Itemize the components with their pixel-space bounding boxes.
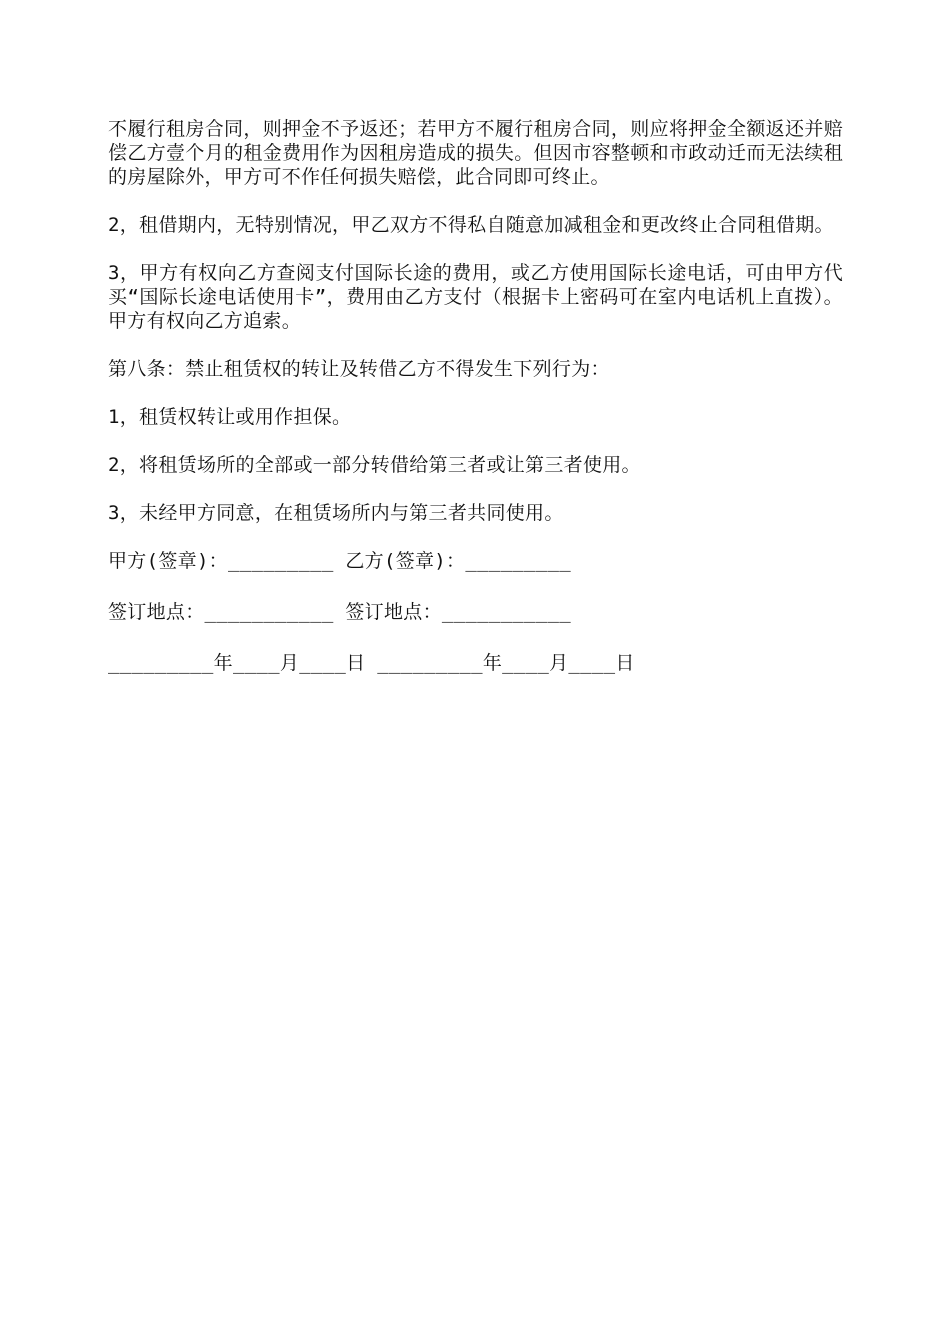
paragraph-deposit-terms: 不履行租房合同，则押金不予返还；若甲方不履行租房合同，则应将押金全额返还并赔偿乙方壹个月的租金费用作为因租房造成的损失。但因市容整顿和市政动迁而无法续租的房屋除外，甲方可不作任何损失赔偿，此合同即可终止。 [108, 118, 843, 188]
signature-date-line: _________年____月____日 _________年____月____日 [108, 652, 635, 674]
article-8-heading: 第八条：禁止租赁权的转让及转借乙方不得发生下列行为： [108, 358, 610, 380]
document-page [108, 117, 843, 702]
article-8-item-3: 3，未经甲方同意，在租赁场所内与第三者共同使用。 [108, 502, 564, 524]
article-8-item-1: 1，租赁权转让或用作担保。 [108, 406, 352, 428]
paragraph-clause-3: 3，甲方有权向乙方查阅支付国际长途的费用，或乙方使用国际长途电话，可由甲方代买“国际长途电话使用卡”，费用由乙方支付（根据卡上密码可在室内电话机上直拨）。甲方有权向乙方追索。 [108, 262, 843, 332]
signature-party-line: 甲方(签章)：_________ 乙方(签章)：_________ [108, 550, 571, 572]
signature-place-line: 签订地点：___________ 签订地点：___________ [108, 601, 571, 623]
article-8-item-2: 2，将租赁场所的全部或一部分转借给第三者或让第三者使用。 [108, 454, 641, 476]
paragraph-clause-2: 2，租借期内，无特别情况，甲乙双方不得私自随意加减租金和更改终止合同租借期。 [108, 214, 834, 236]
